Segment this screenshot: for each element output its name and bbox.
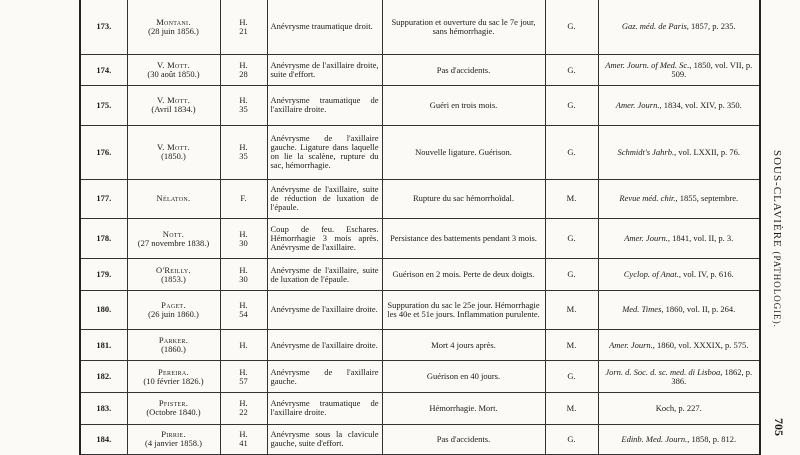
age: 28 xyxy=(239,69,248,80)
age: 57 xyxy=(239,375,248,386)
case-table xyxy=(79,0,761,455)
age: 30 xyxy=(239,273,248,284)
reference-details: , 1860, vol. XXXIX, p. 575. xyxy=(652,339,749,350)
result-cell: Pas d'accidents. xyxy=(382,424,545,454)
surgeon-cell xyxy=(127,54,220,86)
reference-journal: Amer. Journ. xyxy=(609,339,653,350)
age: 54 xyxy=(239,308,248,319)
reference-details: , 1857, p. 235. xyxy=(686,21,736,32)
lesion-cell: Anévrysme traumatique de l'axillaire droite. xyxy=(267,392,382,424)
outcome-cell: G. xyxy=(545,0,598,54)
surgeon-name: Montani. xyxy=(156,16,191,27)
lesion-cell: Anévrysme traumatique droit. xyxy=(267,0,382,54)
surgeon-cell xyxy=(127,86,220,125)
surgeon-name: Pfister. xyxy=(158,398,189,409)
case-number: 180. xyxy=(80,290,127,329)
sex: H. xyxy=(239,429,248,440)
reference-details: , vol. IV, p. 616. xyxy=(678,269,734,280)
surgeon-name: Parker. xyxy=(158,335,189,346)
outcome-cell: G. xyxy=(545,54,598,86)
case-number: 184. xyxy=(80,424,127,454)
lesion-cell: Anévrysme de l'axillaire gauche. Ligature dans laquelle on lie la scalène, rupture du sac, hémorrhagie. xyxy=(267,125,382,179)
surgeon-cell xyxy=(127,392,220,424)
reference-cell xyxy=(598,0,760,54)
sex-age-cell xyxy=(220,0,267,54)
sex: H. xyxy=(239,228,248,239)
surgeon-cell xyxy=(127,259,220,291)
outcome-cell: G. xyxy=(545,125,598,179)
result-cell: Rupture du sac hémorrhoïdal. xyxy=(382,179,545,218)
sex: H. xyxy=(239,60,248,71)
lesion-cell: Anévrysme de l'axillaire droite. xyxy=(267,290,382,329)
sex: H. xyxy=(239,16,248,27)
lesion-cell: Anévrysme de l'axillaire droite. xyxy=(267,329,382,361)
operation-date: (1853.) xyxy=(161,273,186,284)
result-cell: Guéri en trois mois. xyxy=(382,86,545,125)
reference-journal: Revue méd. chir. xyxy=(619,193,676,204)
surgeon-cell xyxy=(127,0,220,54)
reference-journal: Schmidt's Jahrb. xyxy=(617,146,675,157)
sex-age-cell xyxy=(220,424,267,454)
surgeon-name: V. Mott. xyxy=(156,95,191,106)
running-head xyxy=(771,150,783,328)
result-cell: Guérison en 2 mois. Perte de deux doigts. xyxy=(382,259,545,291)
table-row xyxy=(80,329,760,361)
sex-age-cell xyxy=(220,219,267,259)
reference-cell xyxy=(598,392,760,424)
operation-date: (1860.) xyxy=(161,344,186,355)
reference-details: Koch, p. 227. xyxy=(655,402,702,413)
reference-journal: Amer. Journ. xyxy=(624,233,668,244)
lesion-cell: Anévrysme de l'axillaire gauche. xyxy=(267,361,382,393)
reference-cell xyxy=(598,86,760,125)
case-number: 178. xyxy=(80,219,127,259)
sex-age-cell xyxy=(220,179,267,218)
table-row xyxy=(80,361,760,393)
reference-journal: Amer. Journ. xyxy=(615,99,660,110)
age: 30 xyxy=(239,237,248,248)
operation-date: (4 janvier 1858.) xyxy=(145,438,202,449)
reference-journal: Jorn. d. Soc. d. sc. med. di Lisboa xyxy=(605,366,721,377)
outcome-cell: M. xyxy=(545,392,598,424)
table-row xyxy=(80,179,760,218)
reference-details: , 1850, vol. VII, p. 509. xyxy=(671,60,753,80)
surgeon-name: Pereira. xyxy=(158,366,189,377)
surgeon-cell xyxy=(127,219,220,259)
sex-age-cell xyxy=(220,259,267,291)
result-cell: Hémorrhagie. Mort. xyxy=(382,392,545,424)
lesion-cell: Anévrysme traumatique de l'axillaire droite. xyxy=(267,86,382,125)
surgeon-name: V. Mott. xyxy=(156,142,191,153)
sex: H. xyxy=(239,398,248,409)
age: 35 xyxy=(239,151,248,162)
table-body xyxy=(80,0,760,455)
sex-age-cell xyxy=(220,125,267,179)
surgeon-name: V. Mott. xyxy=(156,60,191,71)
surgeon-cell xyxy=(127,361,220,393)
operation-date: (1850.) xyxy=(161,151,186,162)
surgeon-cell xyxy=(127,290,220,329)
reference-journal: Med. Times xyxy=(622,304,662,315)
outcome-cell: G. xyxy=(545,219,598,259)
table-row xyxy=(80,86,760,125)
sex-age-cell xyxy=(220,86,267,125)
table-row xyxy=(80,54,760,86)
operation-date: (27 novembre 1838.) xyxy=(137,237,210,248)
operation-date: (30 août 1850.) xyxy=(147,69,200,80)
table-row xyxy=(80,219,760,259)
table-row xyxy=(80,0,760,54)
sex: H. xyxy=(239,339,248,350)
outcome-cell: M. xyxy=(545,290,598,329)
sex-age-cell xyxy=(220,361,267,393)
sex: F. xyxy=(240,193,247,204)
sex: H. xyxy=(239,299,248,310)
result-cell: Persistance des battements pendant 3 mois. xyxy=(382,219,545,259)
lesion-cell: Anévrysme de l'axillaire, suite de réduction de luxation de l'épaule. xyxy=(267,179,382,218)
result-cell: Suppuration du sac le 25e jour. Hémorrhagie les 40e et 51e jours. Inflammation purulente. xyxy=(382,290,545,329)
sex: H. xyxy=(239,366,248,377)
reference-details: , 1862, p. 386. xyxy=(671,366,753,386)
sex-age-cell xyxy=(220,290,267,329)
table-row xyxy=(80,392,760,424)
running-head-title: SOUS-CLAVIÈRE xyxy=(771,150,783,248)
case-number: 181. xyxy=(80,329,127,361)
operation-date: (Octobre 1840.) xyxy=(146,407,201,418)
reference-journal: Edinb. Med. Journ. xyxy=(621,433,688,444)
age: 35 xyxy=(239,104,248,115)
case-number: 173. xyxy=(80,0,127,54)
table-row xyxy=(80,125,760,179)
lesion-cell: Anévrysme de l'axillaire droite, suite d'effort. xyxy=(267,54,382,86)
reference-details: , vol. LXXII, p. 76. xyxy=(674,146,740,157)
outcome-cell: G. xyxy=(545,361,598,393)
age: 22 xyxy=(239,407,248,418)
reference-details: , 1855, septembre. xyxy=(675,193,739,204)
table-row xyxy=(80,290,760,329)
table-row xyxy=(80,424,760,454)
reference-journal: Cyclop. of Anat. xyxy=(623,269,679,280)
surgeon-name: O'Reilly. xyxy=(156,264,191,275)
result-cell: Guérison en 40 jours. xyxy=(382,361,545,393)
reference-cell xyxy=(598,179,760,218)
lesion-cell: Anévrysme de l'axillaire, suite de luxation de l'épaule. xyxy=(267,259,382,291)
sex-age-cell xyxy=(220,392,267,424)
outcome-cell: M. xyxy=(545,329,598,361)
sex: H. xyxy=(239,95,248,106)
operation-date: (28 juin 1856.) xyxy=(148,25,199,36)
case-number: 179. xyxy=(80,259,127,291)
sex: H. xyxy=(239,264,248,275)
reference-cell xyxy=(598,54,760,86)
surgeon-cell xyxy=(127,329,220,361)
reference-cell xyxy=(598,290,760,329)
outcome-cell: G. xyxy=(545,86,598,125)
surgeon-name: Nott. xyxy=(162,228,185,239)
case-number: 177. xyxy=(80,179,127,218)
lesion-cell: Coup de feu. Eschares. Hémorrhagie 3 mois après. Anévrysme de l'axillaire. xyxy=(267,219,382,259)
reference-details: , 1841, vol. II, p. 3. xyxy=(667,233,734,244)
case-number: 182. xyxy=(80,361,127,393)
surgeon-name: Paget. xyxy=(161,299,186,310)
surgeon-name: Nélaton. xyxy=(156,193,191,204)
surgeon-cell xyxy=(127,125,220,179)
reference-cell xyxy=(598,329,760,361)
result-cell: Nouvelle ligature. Guérison. xyxy=(382,125,545,179)
outcome-cell: G. xyxy=(545,259,598,291)
reference-cell xyxy=(598,125,760,179)
reference-cell xyxy=(598,219,760,259)
operation-date: (26 juin 1860.) xyxy=(148,308,199,319)
sex-age-cell xyxy=(220,329,267,361)
outcome-cell: G. xyxy=(545,424,598,454)
page-number: 705 xyxy=(772,418,786,436)
case-number: 175. xyxy=(80,86,127,125)
table-row xyxy=(80,259,760,291)
reference-details: , 1834, vol. XIV, p. 350. xyxy=(659,99,742,110)
surgeon-cell xyxy=(127,179,220,218)
operation-date: (10 février 1826.) xyxy=(143,375,204,386)
age: 21 xyxy=(239,25,248,36)
age: 41 xyxy=(239,438,248,449)
surgeon-name: Pirrie. xyxy=(161,429,186,440)
reference-details: , 1858, p. 812. xyxy=(687,433,737,444)
reference-journal: Gaz. méd. de Paris xyxy=(621,21,687,32)
reference-details: , 1860, vol. II, p. 264. xyxy=(661,304,736,315)
case-number: 174. xyxy=(80,54,127,86)
case-number: 176. xyxy=(80,125,127,179)
reference-cell xyxy=(598,361,760,393)
reference-cell xyxy=(598,259,760,291)
reference-cell xyxy=(598,424,760,454)
surgeon-cell xyxy=(127,424,220,454)
case-number: 183. xyxy=(80,392,127,424)
result-cell: Suppuration et ouverture du sac le 7e jour, sans hémorrhagie. xyxy=(382,0,545,54)
running-head-subtitle: (PATHOLOGIE). xyxy=(772,251,782,328)
sex-age-cell xyxy=(220,54,267,86)
lesion-cell: Anévrysme sous la clavicule gauche, suite d'effort. xyxy=(267,424,382,454)
operation-date: (Avril 1834.) xyxy=(151,104,196,115)
sex: H. xyxy=(239,142,248,153)
reference-journal: Amer. Journ. of Med. Sc. xyxy=(605,60,690,71)
result-cell: Pas d'accidents. xyxy=(382,54,545,86)
outcome-cell: M. xyxy=(545,179,598,218)
result-cell: Mort 4 jours après. xyxy=(382,329,545,361)
